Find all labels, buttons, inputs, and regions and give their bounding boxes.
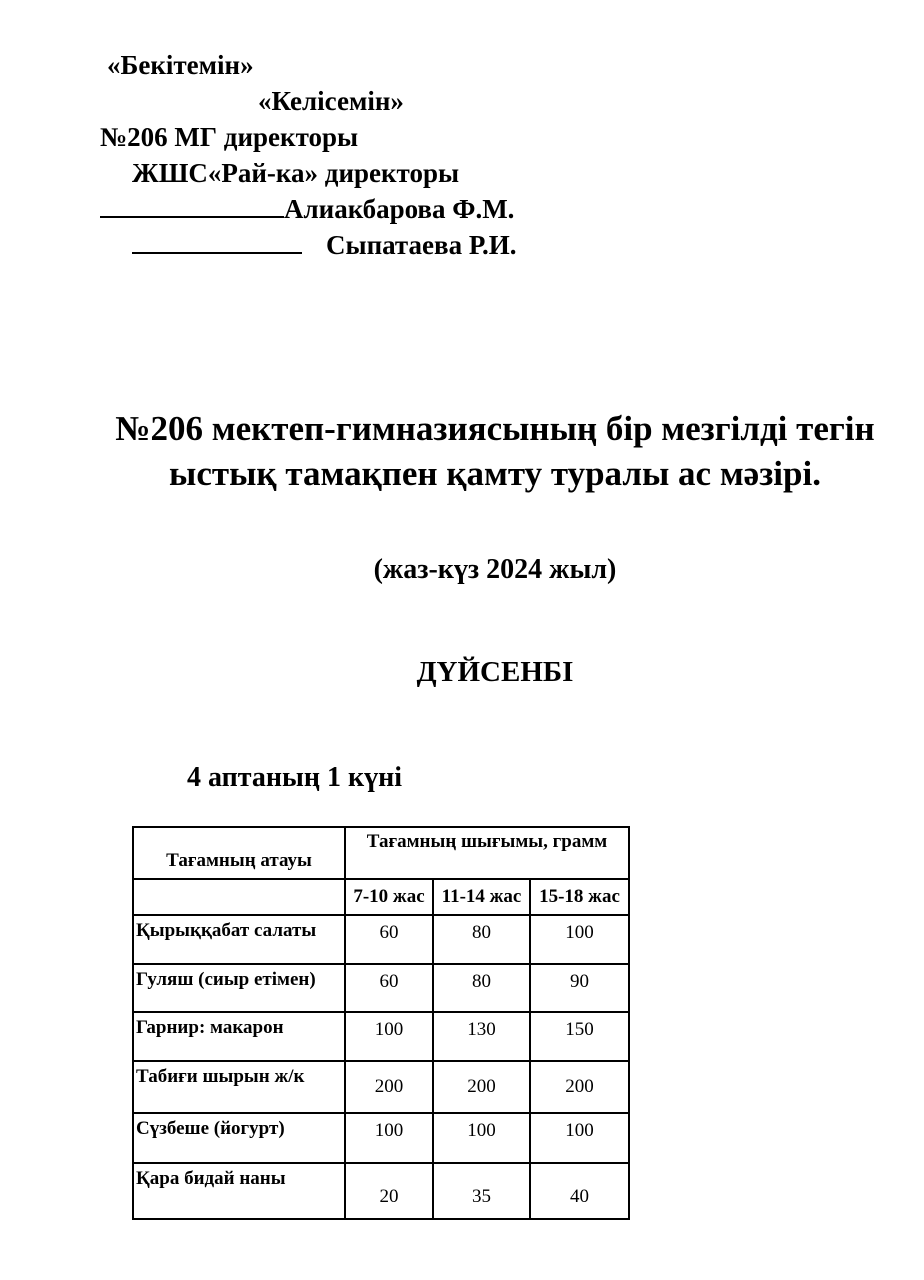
- portion-value: 100: [345, 1113, 433, 1163]
- document-title: №206 мектеп-гимназиясының бір мезгілді тегін ыстық тамақпен қамту туралы ас мәзірі.: [115, 409, 875, 493]
- empty-header-cell: [133, 879, 345, 915]
- director2-name: Сыпатаева Р.И.: [326, 230, 517, 260]
- portion-value: 200: [530, 1061, 629, 1113]
- portion-value: 200: [433, 1061, 530, 1113]
- week-day-heading: 4 аптаның 1 күні: [187, 762, 403, 793]
- approve-label: «Бекітемін»: [107, 50, 254, 80]
- portion-value: 40: [530, 1163, 629, 1219]
- table-row: [133, 1061, 629, 1113]
- portion-value: 80: [433, 915, 530, 964]
- portion-value: 60: [345, 915, 433, 964]
- director1-title: №206 МГ директоры: [100, 122, 359, 152]
- table-row: [133, 1113, 629, 1163]
- director2-title: ЖШС«Рай-ка» директоры: [132, 158, 460, 188]
- age-group-header: 11-14 жас: [433, 879, 530, 915]
- portion-value: 60: [345, 964, 433, 1012]
- table-header-row: [133, 827, 629, 879]
- output-header: Тағамның шығымы, грамм: [345, 827, 629, 879]
- age-group-header: 7-10 жас: [345, 879, 433, 915]
- dish-name: Гарнир: макарон: [133, 1012, 345, 1061]
- portion-value: 100: [345, 1012, 433, 1061]
- portion-value: 80: [433, 964, 530, 1012]
- dish-name-header: Тағамның атауы: [133, 827, 345, 879]
- portion-value: 20: [345, 1163, 433, 1219]
- portion-value: 130: [433, 1012, 530, 1061]
- day-heading: ДҮЙСЕНБІ: [416, 656, 574, 688]
- dish-name: Қара бидай наны: [133, 1163, 345, 1219]
- portion-value: 200: [345, 1061, 433, 1113]
- agree-label: «Келісемін»: [258, 86, 404, 116]
- signature-line: [100, 194, 284, 218]
- dish-name: Табиғи шырын ж/к: [133, 1061, 345, 1113]
- dish-name: Сүзбеше (йогурт): [133, 1113, 345, 1163]
- menu-table: [132, 826, 630, 1220]
- dish-name: Гуляш (сиыр етімен): [133, 964, 345, 1012]
- director1-name: Алиакбарова Ф.М.: [284, 194, 515, 224]
- portion-value: 35: [433, 1163, 530, 1219]
- age-group-header: 15-18 жас: [530, 879, 629, 915]
- table-row: [133, 915, 629, 964]
- portion-value: 100: [530, 1113, 629, 1163]
- dish-name: Қырыққабат салаты: [133, 915, 345, 964]
- director1-signature-row: [100, 192, 514, 226]
- portion-value: 90: [530, 964, 629, 1012]
- portion-value: 100: [530, 915, 629, 964]
- table-row: [133, 1163, 629, 1219]
- age-group-row: [133, 879, 629, 915]
- portion-value: 100: [433, 1113, 530, 1163]
- signature-line: [132, 230, 302, 254]
- table-row: [133, 964, 629, 1012]
- table-row: [133, 1012, 629, 1061]
- document-period: (жаз-күз 2024 жыл): [373, 554, 617, 585]
- director2-signature-row: [132, 228, 516, 262]
- portion-value: 150: [530, 1012, 629, 1061]
